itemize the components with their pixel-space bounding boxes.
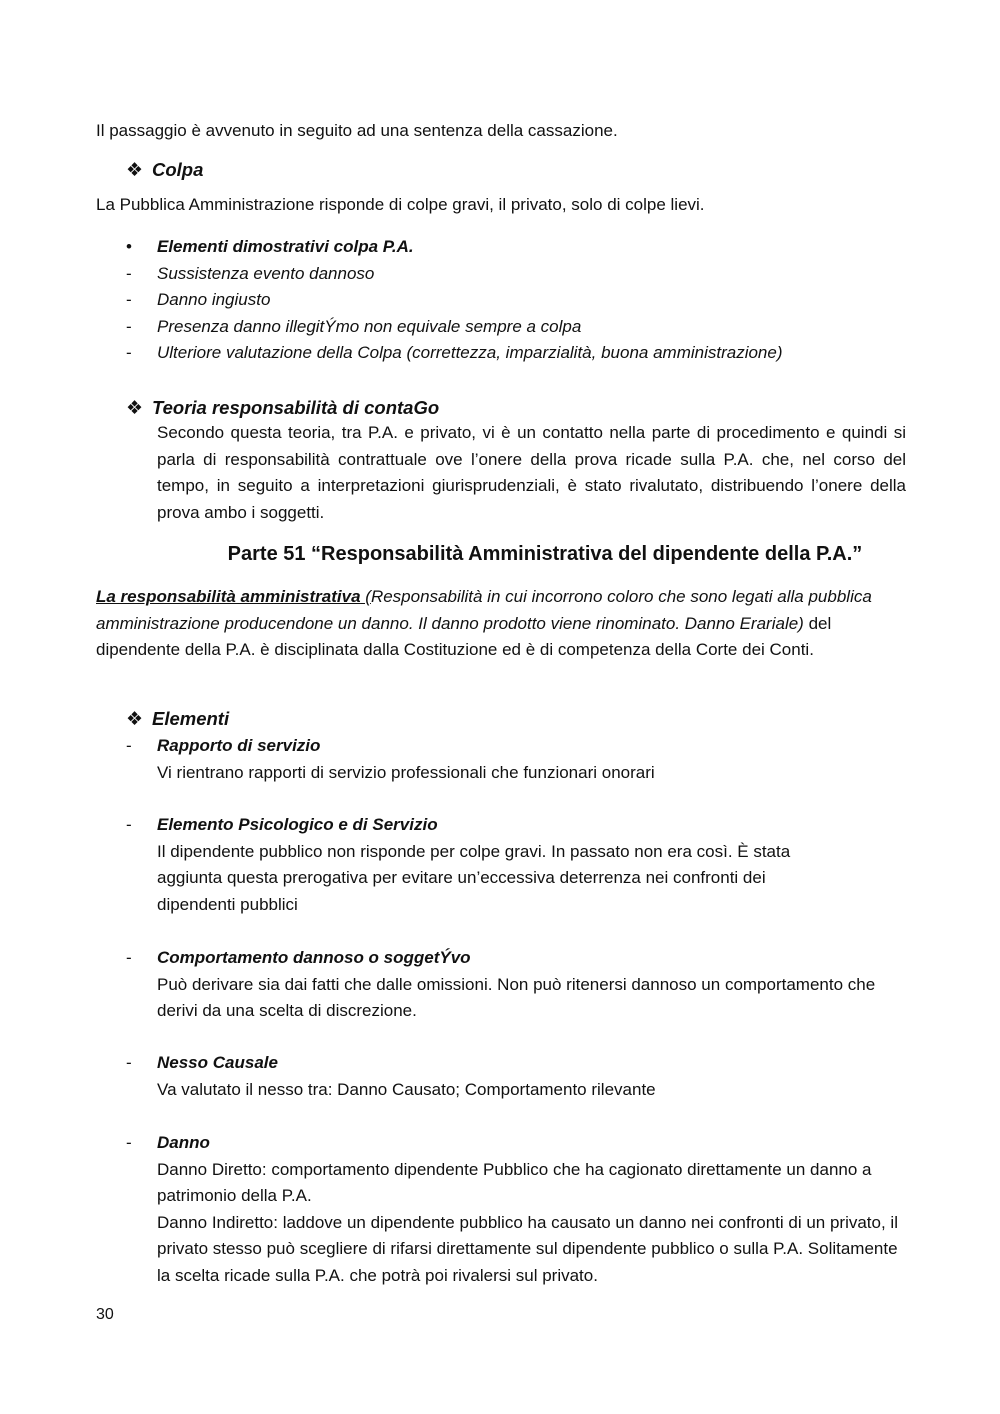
list-item: - Danno ingiusto xyxy=(126,290,271,309)
list-item: - Ulteriore valutazione della Colpa (correttezza, imparzialità, buona amministrazione) xyxy=(126,343,783,362)
diamond-bullet-icon: ❖ xyxy=(126,709,144,730)
colpa-text: La Pubblica Amministrazione risponde di colpe gravi, il privato, solo di colpe lievi. xyxy=(96,195,705,214)
intro-paragraph: Il passaggio è avvenuto in seguito ad una sentenza della cassazione. xyxy=(96,121,618,140)
elemento-text: Il dipendente pubblico non risponde per colpe gravi. In passato non era così. È stata aggiunta questa prerogativa per evitare un’eccessiva deterrenza nei confronti dei dipendenti pubblici xyxy=(157,841,791,914)
responsabilita-paragraph: La responsabilità amministrativa (Responsabilità in cui incorrono coloro che sono legati alla pubblica amministrazione producendone un danno. Il danno prodotto viene rinominato. Danno Erariale) del dipendente della P.A. è disciplinata dalla Costituzione ed è di competenza della Corte dei Conti. xyxy=(96,587,872,659)
elemento-title: Elemento Psicologico e di Servizio xyxy=(157,815,438,834)
diamond-bullet-icon: ❖ xyxy=(126,160,144,181)
defined-term: La responsabilità amministrativa xyxy=(96,587,361,606)
elemento-text: Danno Diretto: comportamento dipendente Pubblico che ha cagionato direttamente un danno a patrimonio della P.A. xyxy=(157,1159,872,1205)
elemento-title: Comportamento dannoso o soggetÝvo xyxy=(157,948,471,967)
elemento-nesso: - Nesso Causale Va valutato il nesso tra: Danno Causato; Comportamento rilevante xyxy=(126,1050,916,1103)
bullet-marker: • xyxy=(126,237,132,256)
teoria-text: Secondo questa teoria, tra P.A. e privato, vi è un contatto nella parte di procedimento e quindi si parla di responsabilità contrattuale ove l’onere della prova ricade sulla P.A. che, nel corso del tempo, in seguito a interpretazioni giurisprudenziali, è stato rivalutato, distribuendo l’onere della prova ambo i soggetti. xyxy=(157,423,906,522)
elemento-comportamento: - Comportamento dannoso o soggetÝvo Può derivare sia dai fatti che dalle omissioni. Non può ritenersi dannoso un comportamento che derivi da una scelta di discrezione. xyxy=(126,945,916,1025)
section-title: Parte 51 “Responsabilità Amministrativa del dipendente della P.A.” xyxy=(227,543,863,565)
elemento-text: Può derivare sia dai fatti che dalle omissioni. Non può ritenersi dannoso un comportamento che derivi da una scelta di discrezione. xyxy=(157,974,876,1020)
elemento-title: Danno xyxy=(157,1133,210,1152)
heading-teoria: ❖ Teoria responsabilità di contaGo xyxy=(126,395,439,423)
elemento-text: Va valutato il nesso tra: Danno Causato; Comportamento rilevante xyxy=(157,1079,656,1099)
list-item: - Sussistenza evento dannoso xyxy=(126,263,375,283)
heading-colpa: ❖ Colpa xyxy=(126,157,203,185)
list-item: - Presenza danno illegitÝmo non equivale sempre a colpa xyxy=(126,316,582,336)
heading-elementi: ❖ Elementi xyxy=(126,706,229,734)
elemento-rapporto: - Rapporto di servizio Vi rientrano rapporti di servizio professionali che funzionari onorari xyxy=(126,733,916,786)
elemento-title: Rapporto di servizio xyxy=(157,736,321,755)
elemento-psicologico: - Elemento Psicologico e di Servizio Il dipendente pubblico non risponde per colpe gravi. In passato non era così. È stata aggiunta questa prerogativa per evitare un’eccessiva deterrenza nei confronti dei dipendenti pubblici xyxy=(126,812,916,918)
elemento-title: Nesso Causale xyxy=(157,1053,278,1072)
page-number: 30 xyxy=(96,1306,114,1323)
elemento-text: Danno Indiretto: laddove un dipendente pubblico ha causato un danno nei confronti di un privato, il privato stesso può scegliere di rifarsi direttamente sul dipendente pubblico o sulla P.A. Solitamente la scelta ricade sulla P.A. che potrà poi rivalersi sul privato. xyxy=(157,1212,898,1285)
elemento-danno: - Danno Danno Diretto: comportamento dipendente Pubblico che ha cagionato direttamente un danno a patrimonio della P.A. Danno Indiretto: laddove un dipendente pubblico ha causato un danno nei confronti di un privato, il privato stesso può scegliere di rifarsi direttamente sul dipendente pubblico o sulla P.A. Solitamente la scelta ricade sulla P.A. che potrà poi rivalersi sul privato. xyxy=(126,1130,916,1289)
diamond-bullet-icon: ❖ xyxy=(126,398,144,419)
elemento-text: Vi rientrano rapporti di servizio professionali che funzionari onorari xyxy=(157,762,655,782)
list-item-title: • Elementi dimostrativi colpa P.A. xyxy=(126,234,783,261)
colpa-list xyxy=(126,234,783,367)
